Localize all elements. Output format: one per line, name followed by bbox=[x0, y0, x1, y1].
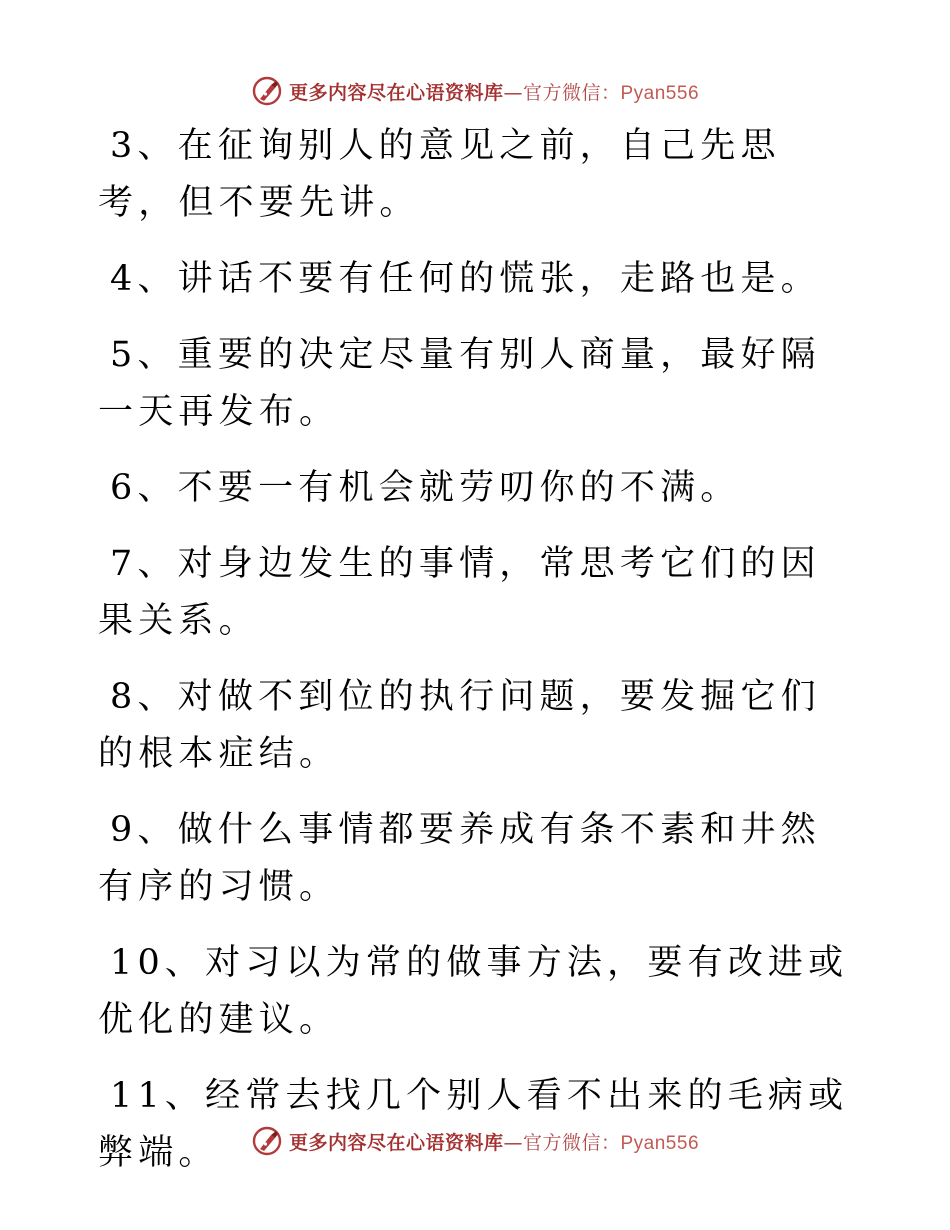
list-item: 4、讲话不要有任何的慌张，走路也是。 bbox=[110, 259, 821, 299]
pen-nib-logo-icon bbox=[251, 75, 283, 107]
list-item: 8、对做不到位的执行问题，要发掘它们的根本症结。 bbox=[98, 677, 821, 774]
document-body bbox=[98, 118, 858, 1201]
list-item: 7、对身边发生的事情，常思考它们的因果关系。 bbox=[98, 544, 821, 641]
list-item: 5、重要的决定尽量有别人商量，最好隔一天再发布。 bbox=[98, 335, 821, 432]
pen-nib-logo-icon bbox=[251, 1125, 283, 1157]
list-item: 9、做什么事情都要养成有条不素和井然有序的习惯。 bbox=[98, 810, 821, 907]
list-item: 10、对习以为常的做事方法，要有改进或优化的建议。 bbox=[98, 943, 849, 1040]
list-item: 11、经常去找几个别人看不出来的毛病或弊端。 bbox=[98, 1076, 849, 1173]
header-watermark bbox=[0, 71, 950, 111]
footer-watermark bbox=[0, 1121, 950, 1161]
list-item: 3、在征询别人的意见之前，自己先思考，但不要先讲。 bbox=[98, 126, 781, 223]
watermark-text: 更多内容尽在心语资料库—官方微信：Pyan556 bbox=[288, 81, 700, 104]
watermark-text: 更多内容尽在心语资料库—官方微信：Pyan556 bbox=[288, 1131, 700, 1154]
list-item: 6、不要一有机会就劳叨你的不满。 bbox=[110, 468, 741, 508]
